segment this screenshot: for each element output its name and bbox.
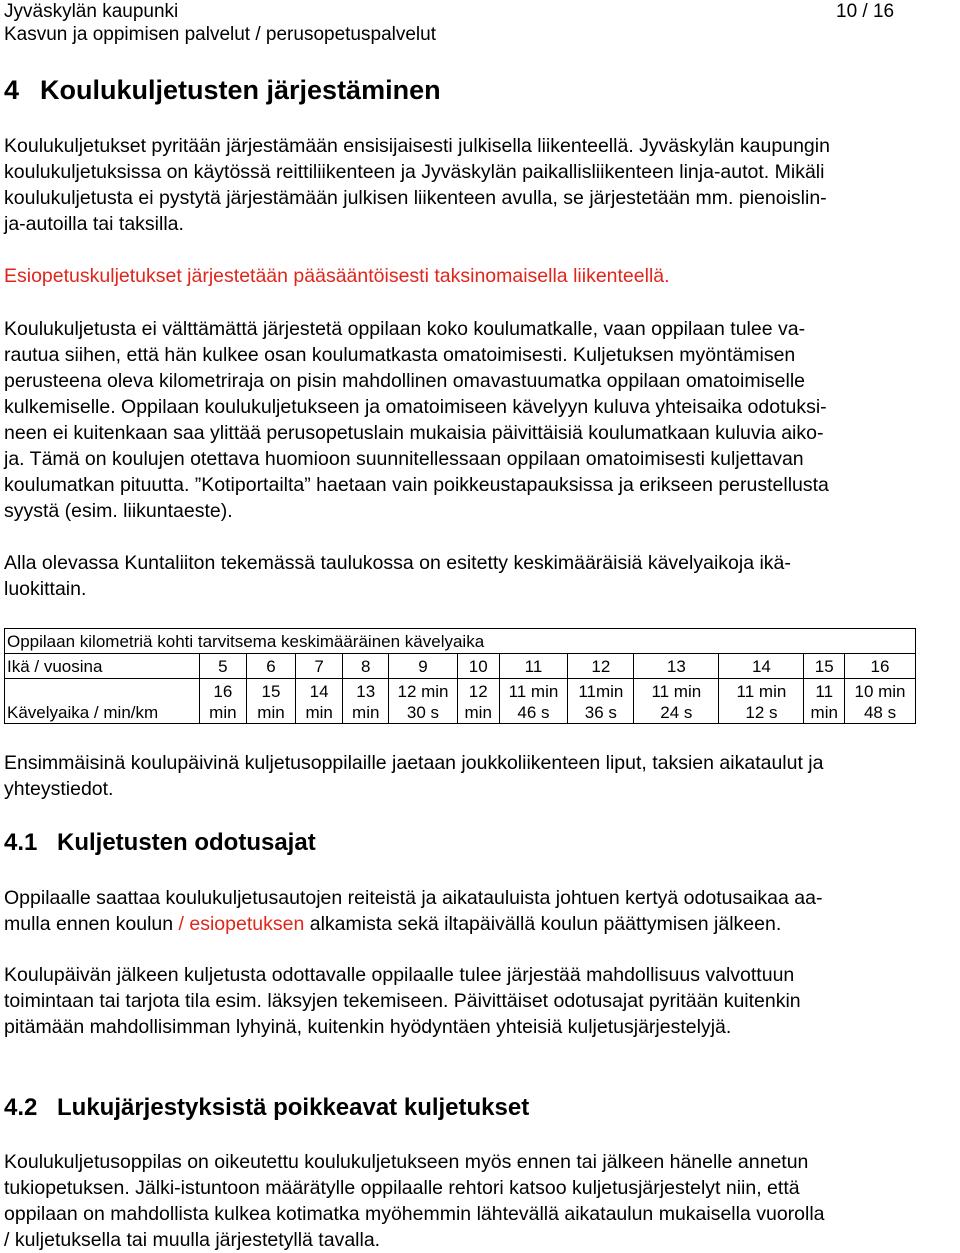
age-cell: 16 xyxy=(845,654,916,679)
walking-time-cell: 11 min 46 s xyxy=(499,679,568,724)
walking-time-cell: 14 min xyxy=(295,679,343,724)
age-row-label: Ikä / vuosina xyxy=(5,654,200,679)
walking-time-table-caption: Oppilaan kilometriä kohti tarvitsema keskimääräinen kävelyaika xyxy=(5,629,916,654)
age-cell: 5 xyxy=(199,654,247,679)
age-cell: 11 xyxy=(499,654,568,679)
walking-time-table xyxy=(4,628,916,724)
section-4-paragraph-1: Koulukuljetukset pyritään järjestämään ensisijaisesti julkisella liikenteellä. Jyväskylän kaupungin koulukuljetuksissa on käytössä reittiliikenteen ja Jyväskylän paikallisliikenteen linja-autot. Mikäli koulukuljetusta ei pystytä järjestämään julkisen liikenteen avulla, se järjestetään mm. pienoislin- ja-autoilla tai taksilla. xyxy=(4,135,830,235)
walking-time-cell: 11 min 12 s xyxy=(719,679,804,724)
section-4-2-heading xyxy=(4,1093,529,1123)
age-cell: 12 xyxy=(568,654,634,679)
walking-time-cell: 15 min xyxy=(247,679,296,724)
age-cell: 15 xyxy=(804,654,845,679)
section-4-2-title: Lukujärjestyksistä poikkeavat kuljetukset xyxy=(57,1094,530,1121)
walking-time-cell: 11min 36 s xyxy=(568,679,634,724)
walking-time-cell: 10 min 48 s xyxy=(845,679,916,724)
walking-time-cell: 11 min xyxy=(804,679,845,724)
age-cell: 7 xyxy=(295,654,343,679)
section-4-paragraph-3: Koulukuljetusta ei välttämättä järjestetä oppilaan koko koulumatkalle, vaan oppilaan tulee va- rautua siihen, että hän kulkee osan koulumatkasta omatoimisesti. Kuljetuksen myöntämisen perusteena oleva kilometriraja on pisin mahdollinen omavastuumatka oppilaan omatoimiselle kulkemiselle. Oppilaan koulukuljetukseen ja omatoimiseen kävelyyn kuluva yhteisaika odotuksi- neen ei kuitenkaan saa ylittää perusopetuslain mukaisia päivittäisiä koulumatkaan kuluvia aiko- ja. Tämä on koulujen otettava huomioon suunnitellessaan oppilaan omatoimisesti kuljettavan koulumatkan pituutta. ”Kotiportailta” haetaan vain poikkeustapauksissa ja erikseen perustellusta syystä (esim. liikuntaeste). xyxy=(4,318,829,522)
section-4-heading xyxy=(4,74,441,106)
walking-time-row-label: Kävelyaika / min/km xyxy=(5,679,200,724)
section-4-1-heading xyxy=(4,828,316,858)
age-cell: 8 xyxy=(343,654,389,679)
age-cell: 13 xyxy=(634,654,719,679)
section-4-title: Koulukuljetusten järjestäminen xyxy=(40,75,441,105)
walking-time-cell: 16 min xyxy=(199,679,247,724)
age-cell: 6 xyxy=(247,654,296,679)
walking-time-cell: 12 min 30 s xyxy=(389,679,458,724)
section-4-1-number: 4.1 xyxy=(4,829,38,856)
age-cell: 14 xyxy=(719,654,804,679)
walking-time-cell: 11 min 24 s xyxy=(634,679,719,724)
walking-time-cell: 12 min xyxy=(457,679,499,724)
table-row-age xyxy=(5,654,916,679)
section-4-2-paragraph-1: Koulukuljetusoppilas on oikeutettu koulukuljetukseen myös ennen tai jälkeen hänelle annetun tukiopetuksen. Jälki-istuntoon määrätylle oppilaalle rehtori katsoo kuljetusjärjestelyt niin, että oppilaan on mahdollista kulkea kotimatka myöhemmin lähtevällä aikataulun mukaisella vuorolla / kuljetuksella tai muulla järjestetyllä tavalla. xyxy=(4,1151,825,1251)
walking-time-cell: 13 min xyxy=(343,679,389,724)
section-4-2-number: 4.2 xyxy=(4,1094,38,1121)
age-cell: 9 xyxy=(389,654,458,679)
header-page-number: 10 / 16 xyxy=(836,1,895,22)
age-cell: 10 xyxy=(457,654,499,679)
section-4-number: 4 xyxy=(4,75,20,105)
section-4-paragraph-5: Ensimmäisinä koulupäivinä kuljetusoppilaille jaetaan joukkoliikenteen liput, taksien aikataulut ja yhteystiedot. xyxy=(4,752,824,800)
header-organization: Jyväskylän kaupunki xyxy=(4,1,179,22)
preschool-red-text: / esiopetuksen xyxy=(178,913,305,935)
section-4-paragraph-4: Alla olevassa Kuntaliiton tekemässä taulukossa on esitetty keskimääräisiä kävelyaikoja ikä- luokittain. xyxy=(4,552,791,600)
section-4-1-paragraph-2: Koulupäivän jälkeen kuljetusta odottavalle oppilaalle tulee järjestää mahdollisuus valvottuun toimintaan tai tarjota tila esim. läksyjen tekemiseen. Päivittäiset odotusajat pyritään kuitenkin pitämään mahdollisimman lyhyinä, kuitenkin hyödyntäen yhteisiä kuljetusjärjestelyjä. xyxy=(4,964,801,1038)
section-4-paragraph-2-preschool: Esiopetuskuljetukset järjestetään pääsääntöisesti taksinomaisella liikenteellä. xyxy=(4,265,670,287)
header-department: Kasvun ja oppimisen palvelut / perusopetuspalvelut xyxy=(4,24,436,45)
section-4-1-title: Kuljetusten odotusajat xyxy=(57,829,316,856)
section-4-1-paragraph-1: Oppilaalle saattaa koulukuljetusautojen reiteistä ja aikatauluista johtuen kertyä odotusaikaa aa- mulla ennen koulun / esiopetuksen alkamista sekä iltapäivällä koulun päättymisen jälkeen. xyxy=(4,887,823,935)
table-row-walking-time xyxy=(5,679,916,724)
